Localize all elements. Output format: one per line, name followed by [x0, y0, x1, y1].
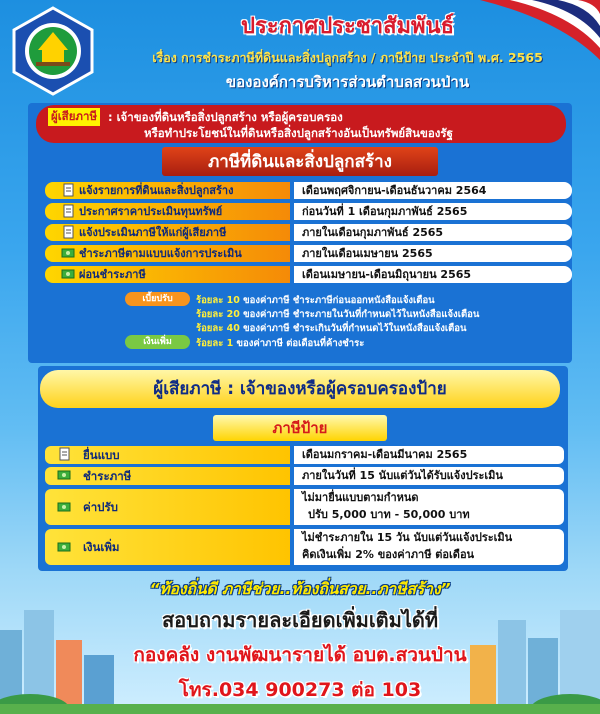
organization-name: ขององค์การบริหารส่วนตำบลสวนป่าน	[225, 73, 470, 91]
contact-intro: สอบถามรายละเอียดเพิ่มเติมได้ที่	[161, 608, 439, 632]
document-icon	[61, 204, 75, 218]
money-icon	[61, 246, 75, 260]
document-icon	[61, 225, 75, 239]
sign-tax-row: ชำระภาษี ภายในวันที่ 15 นับแต่วันได้รับแจ้งประเมิน	[45, 467, 564, 485]
land-tax-row: แจ้งรายการที่ดินและสิ่งปลูกสร้าง เดือนพฤศจิกายน-เดือนธันวาคม 2564	[45, 182, 572, 199]
land-tax-row: ชำระภาษีตามแบบแจ้งการประเมิน ภายในเดือนเมษายน 2565	[45, 245, 572, 262]
money-icon	[57, 540, 71, 554]
money-icon	[57, 500, 71, 514]
sign-taxpayer-banner: ผู้เสียภาษี : เจ้าของหรือผู้ครอบครองป้าย	[40, 370, 560, 408]
penalty-rate: ร้อยละ 20 ของค่าภาษี ชำระภายในวันที่กำหนดไว้ในหนังสือแจ้งเตือน	[196, 309, 480, 320]
document-icon	[57, 447, 71, 461]
surcharge-rate: ร้อยละ 1 ของค่าภาษี ต่อเดือนที่ค้างชำระ	[196, 338, 365, 349]
taxpayer-line-2: หรือทำประโยชน์ในที่ดินหรือสิ่งปลูกสร้างอันเป็นทรัพย์สินของรัฐ	[144, 126, 453, 140]
penalty-badge: เบี้ยปรับ	[125, 292, 190, 306]
taxpayer-label: ผู้เสียภาษี	[48, 108, 100, 126]
penalty-rate: ร้อยละ 40 ของค่าภาษี ชำระเกินวันที่กำหนดไว้ในหนังสือแจ้งเตือน	[196, 323, 467, 334]
sign-tax-row: ยื่นแบบ เดือนมกราคม-เดือนมีนาคม 2565	[45, 446, 564, 464]
announcement-title: ประกาศประชาสัมพันธ์	[240, 14, 455, 39]
money-icon	[61, 267, 75, 281]
contact-department: กองคลัง งานพัฒนารายได้ อบต.สวนป่าน	[133, 644, 467, 666]
sign-tax-row: ค่าปรับ ไม่มายื่นแบบตามกำหนด ปรับ 5,000 บาท - 50,000 บาท	[45, 489, 564, 525]
money-icon	[57, 468, 71, 482]
sign-tax-heading: ภาษีป้าย	[0, 415, 600, 441]
sign-tax-row: เงินเพิ่ม ไม่ชำระภายใน 15 วัน นับแต่วันแจ้งประเมิน คิดเงินเพิ่ม 2% ของค่าภาษี ต่อเดือน	[45, 529, 564, 565]
land-tax-heading: ภาษีที่ดินและสิ่งปลูกสร้าง	[0, 147, 600, 176]
land-tax-row: แจ้งประเมินภาษีให้แก่ผู้เสียภาษี ภายในเดือนกุมภาพันธ์ 2565	[45, 224, 572, 241]
document-icon	[61, 183, 75, 197]
land-taxpayer-banner	[36, 105, 566, 143]
land-tax-row: ประกาศราคาประเมินทุนทรัพย์ ก่อนวันที่ 1 เดือนกุมภาพันธ์ 2565	[45, 203, 572, 220]
announcement-subtitle: เรื่อง การชำระภาษีที่ดินและสิ่งปลูกสร้าง / ภาษีป้าย ประจำปี พ.ศ. 2565	[152, 50, 543, 65]
penalty-rate: ร้อยละ 10 ของค่าภาษี ชำระภาษีก่อนออกหนังสือแจ้งเตือน	[196, 295, 435, 306]
contact-phone: โทร.034 900273 ต่อ 103	[178, 679, 422, 701]
land-tax-row: ผ่อนชำระภาษี เดือนเมษายน-เดือนมิถุนายน 2565	[45, 266, 572, 283]
surcharge-badge: เงินเพิ่ม	[125, 335, 190, 349]
taxpayer-line-1: : เจ้าของที่ดินหรือสิ่งปลูกสร้าง หรือผู้ครอบครอง	[108, 110, 343, 124]
slogan: “ท้องถิ่นดี ภาษีช่วย..ท้องถิ่นสวย..ภาษีสร้าง”	[149, 580, 451, 598]
sao-emblem-logo	[10, 6, 96, 96]
